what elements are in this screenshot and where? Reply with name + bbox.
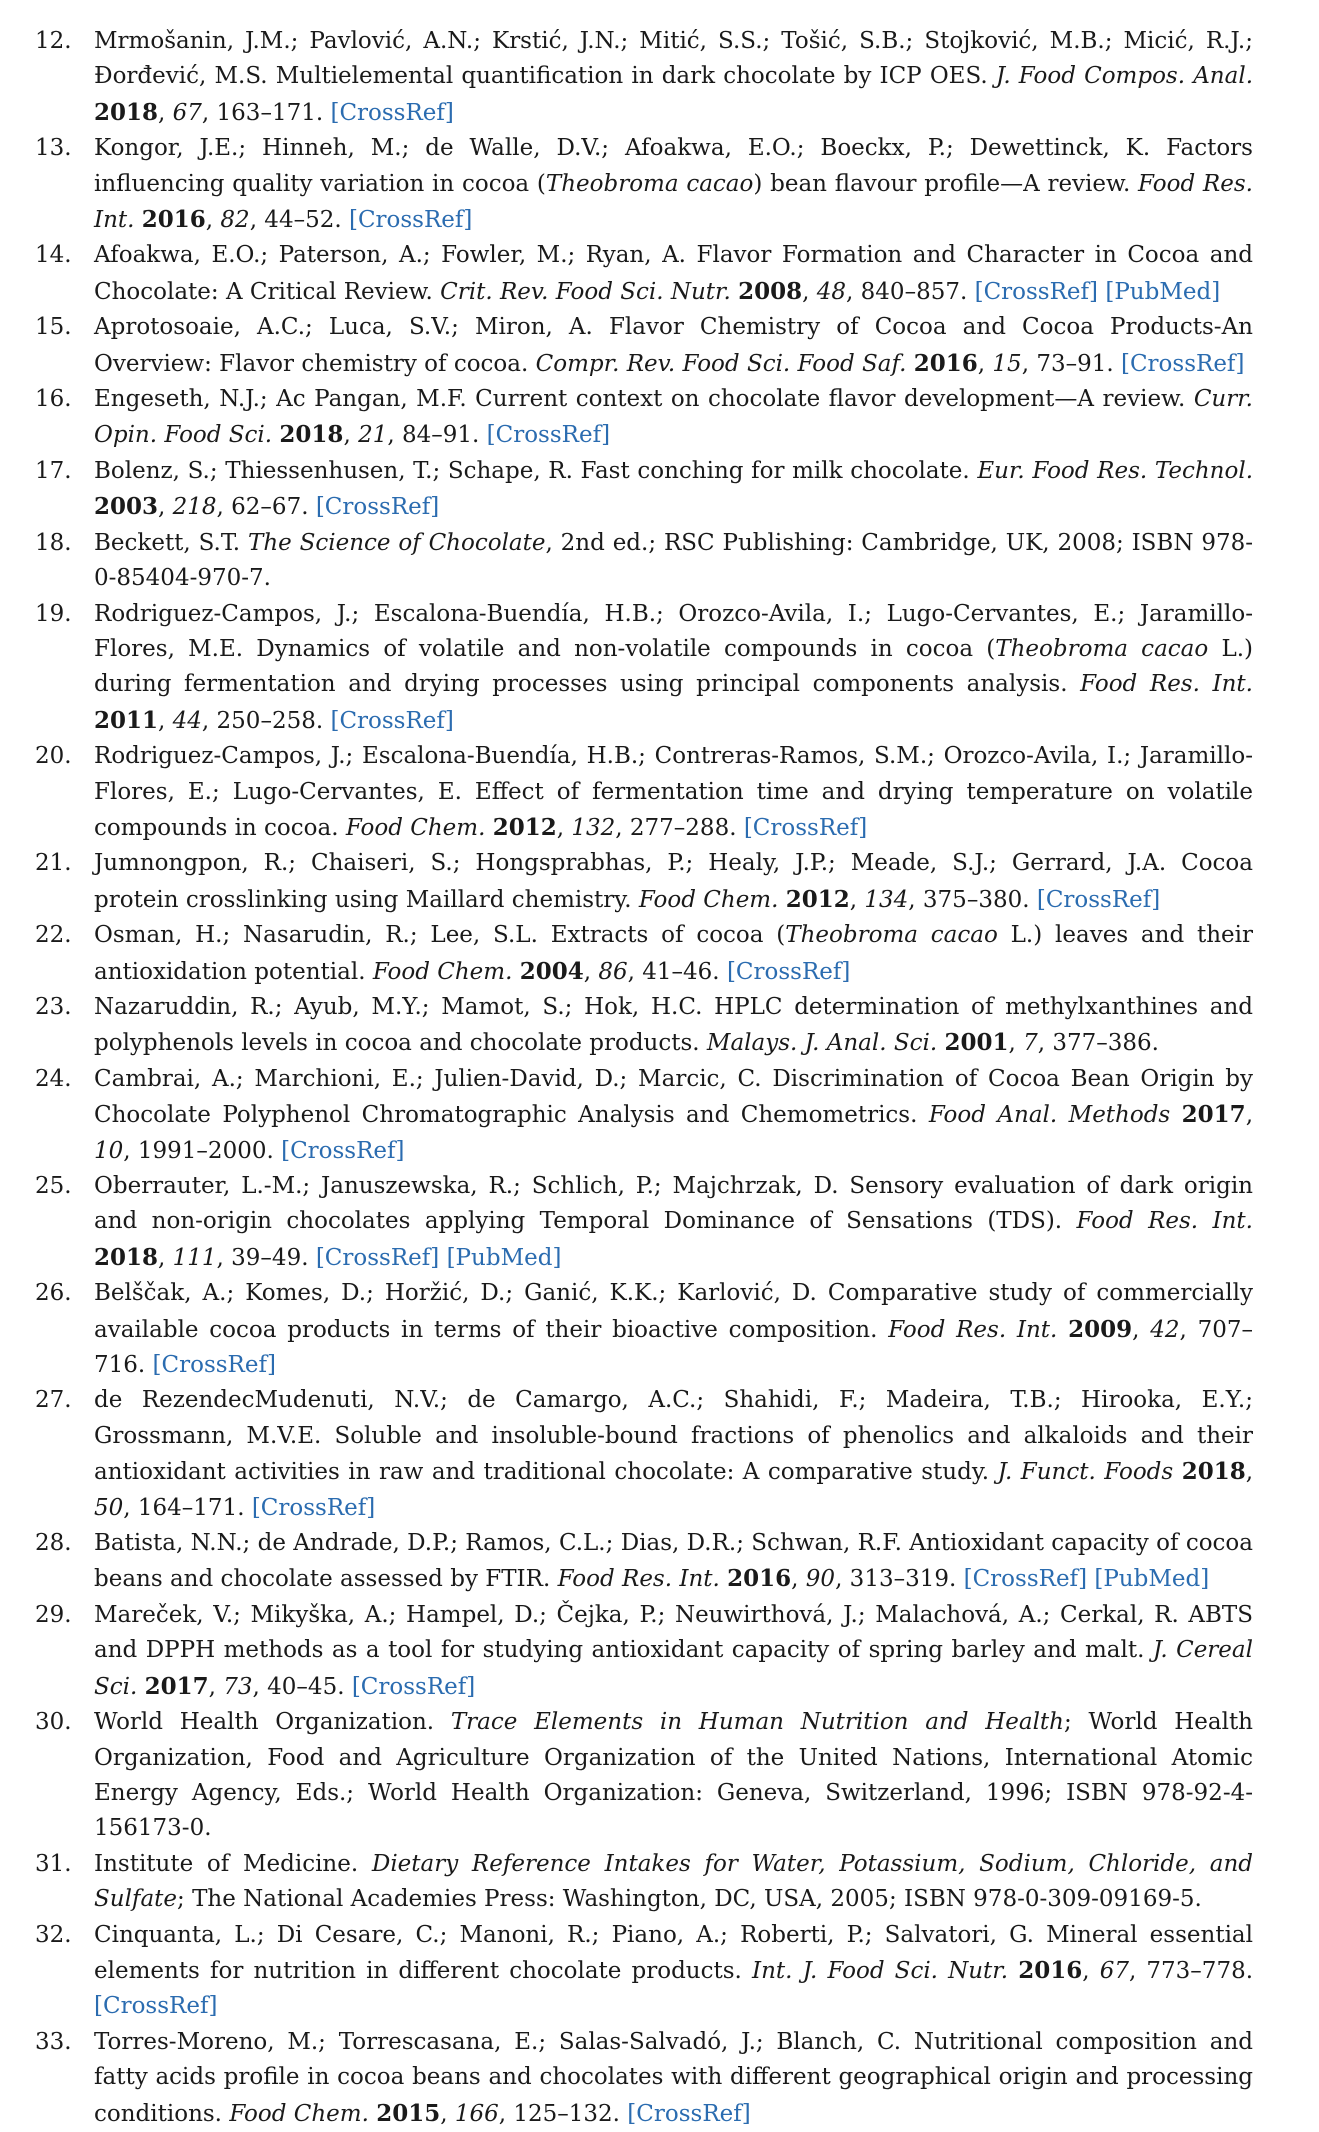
reference-segment: , 39–49.	[216, 1244, 316, 1271]
reference-segment: ,	[158, 707, 173, 734]
reference-item	[34, 918, 1253, 990]
reference-segment: , 375–380.	[908, 886, 1037, 913]
crossref-link[interactable]: [CrossRef]	[351, 1673, 476, 1700]
reference-italic-segment: Food Chem.	[345, 814, 486, 841]
reference-year: 2016	[141, 206, 206, 234]
reference-item	[34, 24, 1253, 131]
reference-segment: , 163–171.	[201, 99, 331, 126]
reference-italic-segment: 90	[805, 1566, 836, 1593]
reference-segment	[512, 959, 519, 985]
reference-year: 2017	[1181, 1101, 1246, 1129]
reference-text	[94, 1847, 1253, 1918]
reference-text	[94, 1526, 1253, 1598]
reference-segment	[906, 351, 913, 377]
crossref-link[interactable]: [CrossRef]	[627, 2100, 751, 2127]
reference-segment: , 125–132.	[498, 2100, 628, 2127]
reference-segment: L.) leaves and their antioxidation potential.	[94, 922, 1254, 985]
reference-number: 30.	[35, 1709, 72, 1736]
reference-segment	[1173, 1459, 1181, 1485]
reference-item	[34, 382, 1253, 454]
reference-number: 26.	[35, 1280, 72, 1307]
reference-year: 2008	[738, 277, 803, 305]
reference-italic-segment: 42	[1150, 1316, 1180, 1343]
reference-segment: , 62–67.	[216, 494, 316, 521]
reference-segment: ,	[1245, 1102, 1253, 1129]
reference-italic-segment: Food Chem.	[229, 2100, 369, 2127]
crossref-link[interactable]: [CrossRef]	[152, 1352, 276, 1379]
reference-italic-segment: 166	[454, 2100, 499, 2127]
reference-segment: ,	[205, 207, 221, 234]
reference-italic-segment: 21	[358, 422, 388, 449]
reference-segment: ,	[791, 1566, 806, 1593]
reference-italic-segment: Curr. Opin. Food Sci.	[94, 386, 1253, 449]
crossref-link[interactable]: [CrossRef]	[281, 1137, 405, 1164]
reference-segment: Bolenz, S.; Thiessenhusen, T.; Schape, R. Fast conching for milk chocolate.	[94, 457, 978, 484]
reference-italic-segment: 44	[172, 707, 202, 734]
reference-segment	[1008, 1958, 1018, 1984]
reference-segment: , 73–91.	[1021, 350, 1121, 377]
reference-segment	[137, 1674, 144, 1700]
reference-italic-segment: Trace Elements in Human Nutrition and Health	[450, 1709, 1064, 1736]
reference-segment: ,	[440, 2100, 455, 2127]
reference-italic-segment: 132	[571, 814, 616, 841]
reference-number: 13.	[35, 135, 72, 162]
reference-segment: Institute of Medicine.	[94, 1850, 372, 1877]
crossref-link[interactable]: [CrossRef]	[315, 1244, 440, 1271]
reference-number: 31.	[35, 1850, 72, 1877]
reference-number: 19.	[35, 600, 72, 627]
reference-segment: , 164–171.	[123, 1494, 252, 1521]
pubmed-link[interactable]: [PubMed]	[1105, 278, 1221, 305]
reference-segment	[369, 2101, 376, 2127]
reference-segment: World Health Organization.	[94, 1709, 451, 1736]
reference-italic-segment: Food Anal. Methods	[928, 1102, 1171, 1129]
reference-segment: Rodriguez-Campos, J.; Escalona-Buendía, H.B.; Orozco-Avila, I.; Lugo-Cervantes, E.; Jaramillo-Flores, M.E. Dynamics of volatile and non-volatile compounds in cocoa (	[94, 600, 1253, 662]
reference-year: 2015	[376, 2099, 441, 2127]
reference-segment: , 40–45.	[252, 1673, 352, 1700]
crossref-link[interactable]: [CrossRef]	[315, 494, 440, 521]
crossref-link[interactable]: [CrossRef]	[330, 99, 454, 126]
reference-segment: , 84–91.	[387, 422, 487, 449]
reference-segment: ,	[556, 814, 572, 841]
reference-segment: Torres-Moreno, M.; Torrescasana, E.; Salas-Salvadó, J.; Blanch, C. Nutritional composition and fatty acids profile in cocoa beans and chocolates with different geographical origin and processing conditions.	[94, 2028, 1253, 2127]
reference-text	[94, 918, 1253, 990]
reference-item	[34, 1169, 1253, 1276]
reference-item	[34, 597, 1253, 740]
reference-italic-segment: The Science of Chocolate	[247, 529, 546, 556]
reference-italic-segment: J. Cereal Sci.	[94, 1637, 1253, 1700]
reference-year: 2012	[785, 885, 850, 913]
reference-year: 2018	[1181, 1458, 1246, 1486]
reference-item	[34, 1526, 1253, 1598]
reference-text	[94, 1598, 1253, 1705]
reference-segment: ,	[158, 494, 173, 521]
reference-italic-segment: Food Res. Int.	[1076, 1208, 1253, 1235]
reference-item	[34, 131, 1253, 238]
reference-segment: ,	[343, 422, 359, 449]
reference-italic-segment: J. Funct. Foods	[997, 1459, 1174, 1486]
reference-item	[34, 1062, 1253, 1169]
reference-text	[94, 131, 1253, 238]
reference-segment: L.) during fermentation and drying processes using principal components analysis.	[94, 635, 1254, 698]
reference-number: 20.	[35, 743, 72, 770]
crossref-link[interactable]: [CrossRef]	[974, 278, 1099, 305]
reference-number: 33.	[35, 2028, 72, 2055]
reference-italic-segment: Food Chem.	[372, 958, 513, 985]
reference-italic-segment: 82	[220, 207, 250, 234]
reference-italic-segment: Compr. Rev. Food Sci. Food Saf.	[535, 350, 907, 377]
reference-segment	[485, 815, 492, 841]
reference-segment: ,	[802, 278, 817, 305]
reference-segment: ,	[1008, 1030, 1024, 1057]
reference-segment: ,	[849, 886, 865, 913]
reference-italic-segment: 67	[172, 99, 202, 126]
reference-number: 23.	[35, 993, 72, 1020]
reference-number: 25.	[35, 1173, 72, 1199]
reference-year: 2017	[144, 1672, 209, 1700]
reference-segment	[1057, 1317, 1068, 1343]
reference-year: 2016	[913, 349, 978, 377]
reference-text	[94, 1062, 1253, 1169]
reference-text	[94, 238, 1253, 310]
pubmed-link[interactable]: [PubMed]	[446, 1244, 562, 1271]
reference-year: 2004	[519, 957, 584, 985]
reference-segment: , 1991–2000.	[123, 1137, 282, 1164]
reference-segment: , 707–716.	[94, 1316, 1253, 1379]
reference-segment: ) bean flavour profile—A review.	[753, 170, 1139, 197]
reference-italic-segment: Theobroma cacao	[785, 922, 998, 949]
reference-italic-segment: Int. J. Food Sci. Nutr.	[751, 1957, 1009, 1984]
crossref-link[interactable]: [CrossRef]	[486, 422, 611, 449]
reference-italic-segment: Dietary Reference Intakes for Water, Potassium, Sodium, Chloride, and Sulfate	[94, 1850, 1253, 1913]
pubmed-link[interactable]: [PubMed]	[1094, 1566, 1210, 1593]
reference-segment: , 313–319.	[835, 1566, 964, 1593]
reference-segment: Osman, H.; Nasarudin, R.; Lee, S.L. Extracts of cocoa (	[94, 922, 786, 949]
reference-item	[34, 310, 1253, 382]
reference-number: 15.	[35, 314, 72, 341]
reference-italic-segment: 218	[172, 494, 217, 521]
reference-segment: , 44–52.	[249, 207, 349, 234]
reference-number: 22.	[35, 922, 72, 949]
reference-italic-segment: Malays. J. Anal. Sci.	[706, 1030, 938, 1057]
reference-segment: , 41–46.	[627, 958, 727, 985]
reference-year: 2018	[94, 1243, 159, 1271]
reference-segment: Jumnongpon, R.; Chaiseri, S.; Hongsprabhas, P.; Healy, J.P.; Meade, S.J.; Gerrard, J.A. Cocoa protein crosslinking using Maillard chemistry.	[94, 850, 1253, 913]
reference-italic-segment: 73	[223, 1673, 253, 1700]
reference-text	[94, 2025, 1253, 2132]
reference-number: 14.	[35, 242, 72, 269]
reference-segment	[134, 207, 141, 233]
reference-segment: Oberrauter, L.-M.; Januszewska, R.; Schlich, P.; Majchrzak, D. Sensory evaluation of dark origin and non-origin chocolates applying Temporal Dominance of Sensations (TDS).	[94, 1173, 1253, 1235]
reference-italic-segment: 50	[94, 1494, 124, 1521]
crossref-link[interactable]: [CrossRef]	[348, 207, 473, 234]
reference-italic-segment: Crit. Rev. Food Sci. Nutr.	[440, 278, 731, 305]
reference-item	[34, 1276, 1253, 1383]
reference-year: 2012	[492, 813, 557, 841]
reference-segment: , 840–857.	[846, 278, 975, 305]
reference-italic-segment: 111	[172, 1244, 217, 1271]
reference-segment: ; The National Academies Press: Washington, DC, USA, 2005; ISBN 978-0-309-09169-5.	[177, 1886, 1202, 1913]
reference-segment: Belščak, A.; Komes, D.; Horžić, D.; Ganić, K.K.; Karlović, D. Comparative study of commercially available cocoa products in terms of their bioactive composition.	[94, 1280, 1253, 1343]
reference-year: 2001	[944, 1029, 1009, 1057]
reference-italic-segment: Eur. Food Res. Technol.	[977, 457, 1254, 484]
reference-text	[94, 382, 1253, 454]
reference-text	[94, 1276, 1253, 1383]
reference-item	[34, 1598, 1253, 1705]
reference-italic-segment: 7	[1023, 1030, 1038, 1057]
reference-number: 29.	[35, 1601, 72, 1628]
reference-segment: , 277–288.	[615, 814, 744, 841]
reference-year: 2018	[94, 98, 159, 126]
reference-segment: Batista, N.N.; de Andrade, D.P.; Ramos, C.L.; Dias, D.R.; Schwan, R.F. Antioxidant capacity of cocoa beans and chocolate assessed by FTIR.	[94, 1530, 1253, 1593]
reference-year: 2016	[727, 1565, 792, 1593]
reference-number: 12.	[35, 28, 72, 54]
reference-segment: ,	[158, 99, 173, 126]
reference-italic-segment: Food Res. Int.	[94, 170, 1253, 234]
reference-text	[94, 1169, 1253, 1276]
reference-segment	[778, 887, 785, 913]
reference-number: 32.	[35, 1921, 72, 1948]
reference-segment: ,	[158, 1244, 173, 1271]
reference-italic-segment: Food Chem.	[638, 886, 779, 913]
reference-segment: , 250–258.	[201, 707, 331, 734]
reference-segment: Mareček, V.; Mikyška, A.; Hampel, D.; Čejka, P.; Neuwirthová, J.; Malachová, A.; Cerkal, R. ABTS and DPPH methods as a tool for studying antioxidant capacity of spring barley and malt.	[94, 1601, 1253, 1664]
reference-segment: ,	[977, 350, 993, 377]
reference-item	[34, 2025, 1253, 2132]
reference-segment: Aprotosoaie, A.C.; Luca, S.V.; Miron, A. Flavor Chemistry of Cocoa and Cocoa Products-An Overview: Flavor chemistry of cocoa.	[94, 314, 1253, 377]
crossref-link[interactable]: [CrossRef]	[1120, 350, 1245, 377]
reference-text	[94, 1705, 1253, 1847]
crossref-link[interactable]: [CrossRef]	[743, 814, 868, 841]
reference-italic-segment: 48	[816, 278, 847, 305]
reference-italic-segment: Food Res. Int.	[888, 1316, 1058, 1343]
reference-item	[34, 454, 1253, 526]
reference-segment: , 773–778.	[1128, 1957, 1254, 1984]
reference-year: 2016	[1018, 1956, 1083, 1984]
reference-italic-segment: J. Food Compos. Anal.	[995, 63, 1254, 90]
reference-number: 18.	[35, 529, 72, 556]
reference-segment: Cinquanta, L.; Di Cesare, C.; Manoni, R.; Piano, A.; Roberti, P.; Salvatori, G. Mineral essential elements for nutrition in different chocolate products.	[94, 1921, 1253, 1984]
reference-italic-segment: 86	[598, 958, 628, 985]
reference-segment: Beckett, S.T.	[94, 529, 248, 556]
reference-text	[94, 526, 1253, 597]
reference-segment: de RezendecMudenuti, N.V.; de Camargo, A.C.; Shahidi, F.; Madeira, T.B.; Hirooka, E.Y.; Grossmann, M.V.E. Soluble and insoluble-bound fractions of phenolics and alkaloids and their antioxidant activities in raw and traditional chocolate: A comparative study.	[94, 1387, 1253, 1486]
reference-segment: , 377–386.	[1037, 1030, 1159, 1057]
reference-italic-segment: 10	[94, 1137, 124, 1164]
reference-segment: Kongor, J.E.; Hinneh, M.; de Walle, D.V.; Afoakwa, E.O.; Boeckx, P.; Dewettinck, K. Factors influencing quality variation in cocoa (	[94, 135, 1253, 197]
reference-number: 21.	[35, 850, 72, 877]
reference-text	[94, 597, 1253, 740]
reference-item	[34, 1383, 1253, 1526]
reference-segment: ; World Health Organization, Food and Agriculture Organization of the United Nations, International Atomic Energy Agency, Eds.; World Health Organization: Geneva, Switzerland, 1996; ISBN 978-92-4-156173-0.	[94, 1709, 1253, 1842]
reference-text	[94, 739, 1253, 846]
reference-text	[94, 846, 1253, 918]
crossref-link[interactable]: [CrossRef]	[963, 1566, 1088, 1593]
reference-segment: ,	[583, 958, 599, 985]
reference-segment: Mrmošanin, J.M.; Pavlović, A.N.; Krstić, J.N.; Mitić, S.S.; Tošić, S.B.; Stojković, M.B.; Micić, R.J.; Đorđević, M.S. Multielemental quantification in dark chocolate by ICP OES.	[94, 28, 1253, 90]
reference-segment: ,	[208, 1673, 224, 1700]
crossref-link[interactable]: [CrossRef]	[1036, 886, 1161, 913]
reference-item	[34, 526, 1253, 597]
reference-segment: ,	[1132, 1316, 1151, 1343]
reference-year: 2009	[1068, 1315, 1133, 1343]
reference-segment: ,	[1245, 1459, 1254, 1486]
reference-text	[94, 1383, 1253, 1526]
reference-number: 17.	[35, 457, 72, 484]
reference-segment: Afoakwa, E.O.; Paterson, A.; Fowler, M.; Ryan, A. Flavor Formation and Character in Cocoa and Chocolate: A Critical Review.	[94, 242, 1253, 305]
reference-number: 24.	[35, 1065, 72, 1092]
reference-segment: Rodriguez-Campos, J.; Escalona-Buendía, H.B.; Contreras-Ramos, S.M.; Orozco-Avila, I.; Jaramillo-Flores, E.; Lugo-Cervantes, E. Effect of fermentation time and drying temperature on volatile compounds in cocoa.	[94, 743, 1253, 841]
reference-text	[94, 24, 1253, 131]
reference-segment	[1170, 1102, 1181, 1128]
reference-item	[34, 739, 1253, 846]
reference-segment: Cambrai, A.; Marchioni, E.; Julien-David, D.; Marcic, C. Discrimination of Cocoa Bean Origin by Chocolate Polyphenol Chromatographic Analysis and Chemometrics.	[94, 1065, 1253, 1129]
reference-segment: ,	[1082, 1957, 1100, 1984]
reference-number: 28.	[35, 1530, 72, 1557]
reference-item	[34, 990, 1253, 1062]
reference-italic-segment: 67	[1099, 1957, 1129, 1984]
reference-item	[34, 238, 1253, 310]
reference-italic-segment: Theobroma cacao	[995, 635, 1209, 662]
reference-italic-segment: 15	[992, 350, 1022, 377]
reference-number: 27.	[35, 1387, 72, 1414]
reference-segment: Engeseth, N.J.; Ac Pangan, M.F. Current context on chocolate flavor development—A review.	[94, 386, 1194, 413]
reference-year: 2011	[94, 706, 159, 734]
reference-year: 2018	[279, 421, 344, 449]
reference-italic-segment: 134	[864, 886, 909, 913]
reference-text	[94, 454, 1253, 526]
reference-segment: Nazaruddin, R.; Ayub, M.Y.; Mamot, S.; Hok, H.C. HPLC determination of methylxanthines and polyphenols levels in cocoa and chocolate products.	[94, 993, 1253, 1057]
reference-text	[94, 310, 1253, 382]
crossref-link[interactable]: [CrossRef]	[726, 958, 851, 985]
reference-year: 2003	[94, 493, 159, 521]
crossref-link[interactable]: [CrossRef]	[251, 1494, 376, 1521]
reference-item	[34, 1705, 1253, 1847]
reference-item	[34, 1847, 1253, 1918]
reference-item	[34, 846, 1253, 918]
crossref-link[interactable]: [CrossRef]	[94, 1993, 218, 2020]
reference-italic-segment: Theobroma cacao	[545, 170, 754, 197]
reference-text	[94, 990, 1253, 1062]
reference-italic-segment: Food Res. Int.	[557, 1566, 720, 1593]
reference-italic-segment: Food Res. Int.	[1080, 671, 1253, 698]
reference-segment: , 2nd ed.; RSC Publishing: Cambridge, UK, 2008; ISBN 978-0-85404-970-7.	[94, 529, 1253, 592]
crossref-link[interactable]: [CrossRef]	[330, 707, 454, 734]
reference-number: 16.	[35, 386, 72, 413]
